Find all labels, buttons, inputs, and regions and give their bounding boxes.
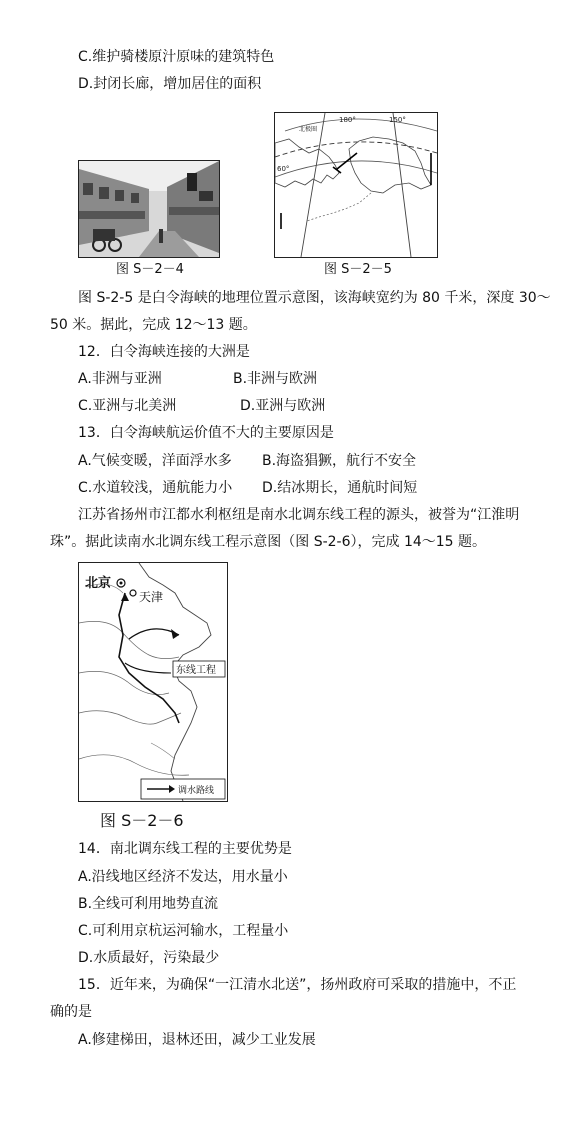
intro1-line2: 50 米。据此，完成 12～13 题。: [50, 317, 257, 333]
q15-option-a[interactable]: A.修建梯田，退林还田，减少工业发展: [78, 1032, 316, 1048]
photo-caption: 图 S－2－4: [116, 262, 184, 277]
intro2-line1: 江苏省扬州市江都水利枢纽是南水北调东线工程的源头，被誉为“江淮明: [78, 507, 520, 523]
q13-option-a[interactable]: A.气候变暖，洋面浮水多: [78, 453, 232, 469]
q12-option-c[interactable]: C.亚洲与北美洲: [78, 398, 177, 414]
arctic-circle-label: 北极圈: [299, 126, 318, 133]
q15-stem-line1: 15．近年来，为确保“一江清水北送”，扬州政府可采取的措施中，不正: [78, 977, 517, 993]
beijing-label: 北京: [85, 576, 112, 591]
water-transfer-map: [78, 562, 228, 802]
q13-option-d[interactable]: D.结冰期长，通航时间短: [262, 480, 418, 496]
q12-option-a[interactable]: A.非洲与亚洲: [78, 371, 162, 387]
bering-map-drawing: [275, 113, 437, 257]
bering-strait-map: [274, 112, 438, 258]
map1-caption: 图 S－2－5: [324, 262, 392, 277]
q12-stem: 12．白令海峡连接的大洲是: [78, 344, 250, 360]
intro2-line2: 珠”。据此读南水北调东线工程示意图（图 S-2-6），完成 14～15 题。: [50, 534, 487, 550]
lat-60-label: 60°: [277, 165, 290, 173]
intro1-line1: 图 S-2-5 是白令海峡的地理位置示意图，该海峡宽约为 80 千米，深度 30～: [78, 290, 551, 306]
lon-150-label: 150°: [389, 116, 406, 124]
map2-caption: 图 S－2－6: [100, 811, 184, 830]
street-photo: [78, 160, 220, 258]
q14-option-d[interactable]: D.水质最好，污染最少: [78, 950, 220, 966]
q13-option-c[interactable]: C.水道较浅，通航能力小: [78, 480, 233, 496]
q14-option-a[interactable]: A.沿线地区经济不发达，用水量小: [78, 869, 288, 885]
lon-180-label: 180°: [339, 116, 356, 124]
q15-stem-line2: 确的是: [50, 1004, 92, 1020]
q12-option-d[interactable]: D.亚洲与欧洲: [240, 398, 326, 414]
legend-label: 调水路线: [178, 786, 215, 796]
q14-option-b[interactable]: B.全线可利用地势直流: [78, 896, 219, 912]
eastline-label: 东线工程: [176, 665, 216, 676]
q13-option-b[interactable]: B.海盗猖獗，航行不安全: [262, 453, 417, 469]
tianjin-label: 天津: [139, 590, 164, 604]
option-d-prev: D.封闭长廊，增加居住的面积: [78, 76, 262, 92]
street-photo-drawing: [79, 161, 219, 257]
option-c-prev: C.维护骑楼原汁原味的建筑特色: [78, 49, 275, 65]
q14-option-c[interactable]: C.可利用京杭运河输水，工程量小: [78, 923, 289, 939]
water-map-drawing: [79, 563, 227, 801]
q12-option-b[interactable]: B.非洲与欧洲: [233, 371, 318, 387]
q13-stem: 13．白令海峡航运价值不大的主要原因是: [78, 425, 334, 441]
q14-stem: 14．南北调东线工程的主要优势是: [78, 841, 292, 857]
